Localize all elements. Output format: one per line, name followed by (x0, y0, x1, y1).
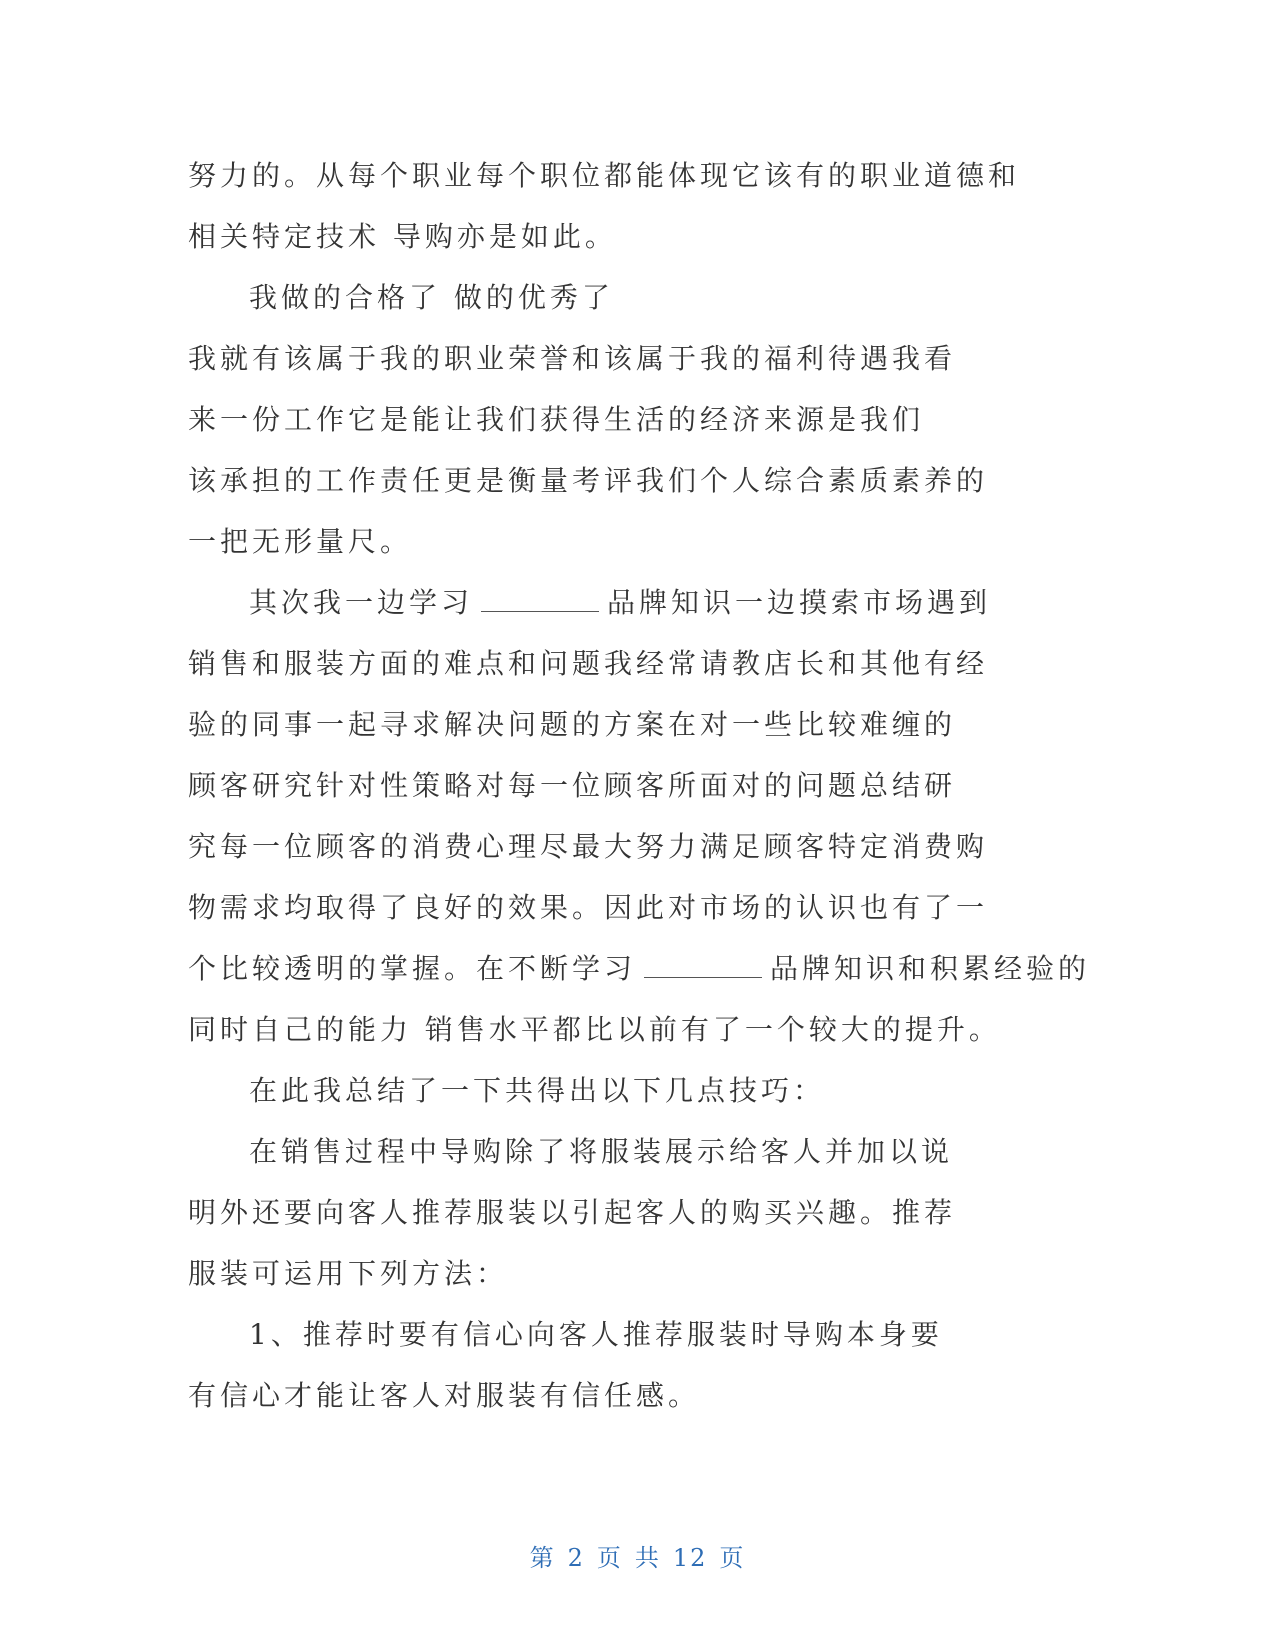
text-segment: 个比较透明的掌握。在不断学习 (188, 952, 637, 985)
text-line: 我就有该属于我的职业荣誉和该属于我的福利待遇我看 (188, 342, 957, 375)
footer-ye: 页 (596, 1544, 623, 1572)
fill-in-blank (644, 953, 762, 978)
footer-ye2: 页 (719, 1544, 746, 1572)
footer-page-current: 2 (567, 1544, 585, 1572)
text-line: 顾客研究针对性策略对每一位顾客所面对的问题总结研 (188, 769, 957, 802)
text-line: 在销售过程中导购除了将服装展示给客人并加以说 (249, 1135, 954, 1168)
text-line: 明外还要向客人推荐服装以引起客人的购买兴趣。推荐 (188, 1196, 957, 1229)
text-line: 1、推荐时要有信心向客人推荐服装时导购本身要 (249, 1318, 943, 1351)
text-line: 我做的合格了 做的优秀了 (249, 281, 614, 314)
text-line: 服装可运用下列方法： (188, 1257, 509, 1290)
text-line (188, 938, 1091, 999)
text-segment: 品牌知识和积累经验的 (770, 952, 1091, 985)
text-line: 验的同事一起寻求解决问题的方案在对一些比较难缠的 (188, 708, 957, 741)
text-line: 在此我总结了一下共得出以下几点技巧： (249, 1074, 826, 1107)
document-body (188, 145, 1091, 1426)
text-segment: 品牌知识一边摸索市场遇到 (607, 586, 992, 619)
text-line: 同时自己的能力 销售水平都比以前有了一个较大的提升。 (188, 1013, 1001, 1046)
text-line: 该承担的工作责任更是衡量考评我们个人综合素质素养的 (188, 464, 989, 497)
text-line: 物需求均取得了良好的效果。因此对市场的认识也有了一 (188, 891, 989, 924)
text-line: 一把无形量尺。 (188, 525, 413, 558)
text-line: 有信心才能让客人对服装有信任感。 (188, 1379, 701, 1412)
fill-in-blank (481, 587, 599, 612)
text-line: 究每一位顾客的消费心理尽最大努力满足顾客特定消费购 (188, 830, 989, 863)
text-line: 相关特定技术 导购亦是如此。 (188, 220, 617, 253)
text-line: 努力的。从每个职业每个职位都能体现它该有的职业道德和 (188, 159, 1021, 192)
page-footer (0, 1538, 1275, 1573)
text-line: 来一份工作它是能让我们获得生活的经济来源是我们 (188, 403, 925, 436)
footer-page-total: 12 (672, 1544, 708, 1572)
text-line: 销售和服装方面的难点和问题我经常请教店长和其他有经 (188, 647, 989, 680)
text-segment: 其次我一边学习 (249, 586, 474, 619)
footer-gong: 共 (634, 1544, 661, 1572)
text-line (188, 572, 1088, 633)
footer-di: 第 (529, 1544, 556, 1572)
